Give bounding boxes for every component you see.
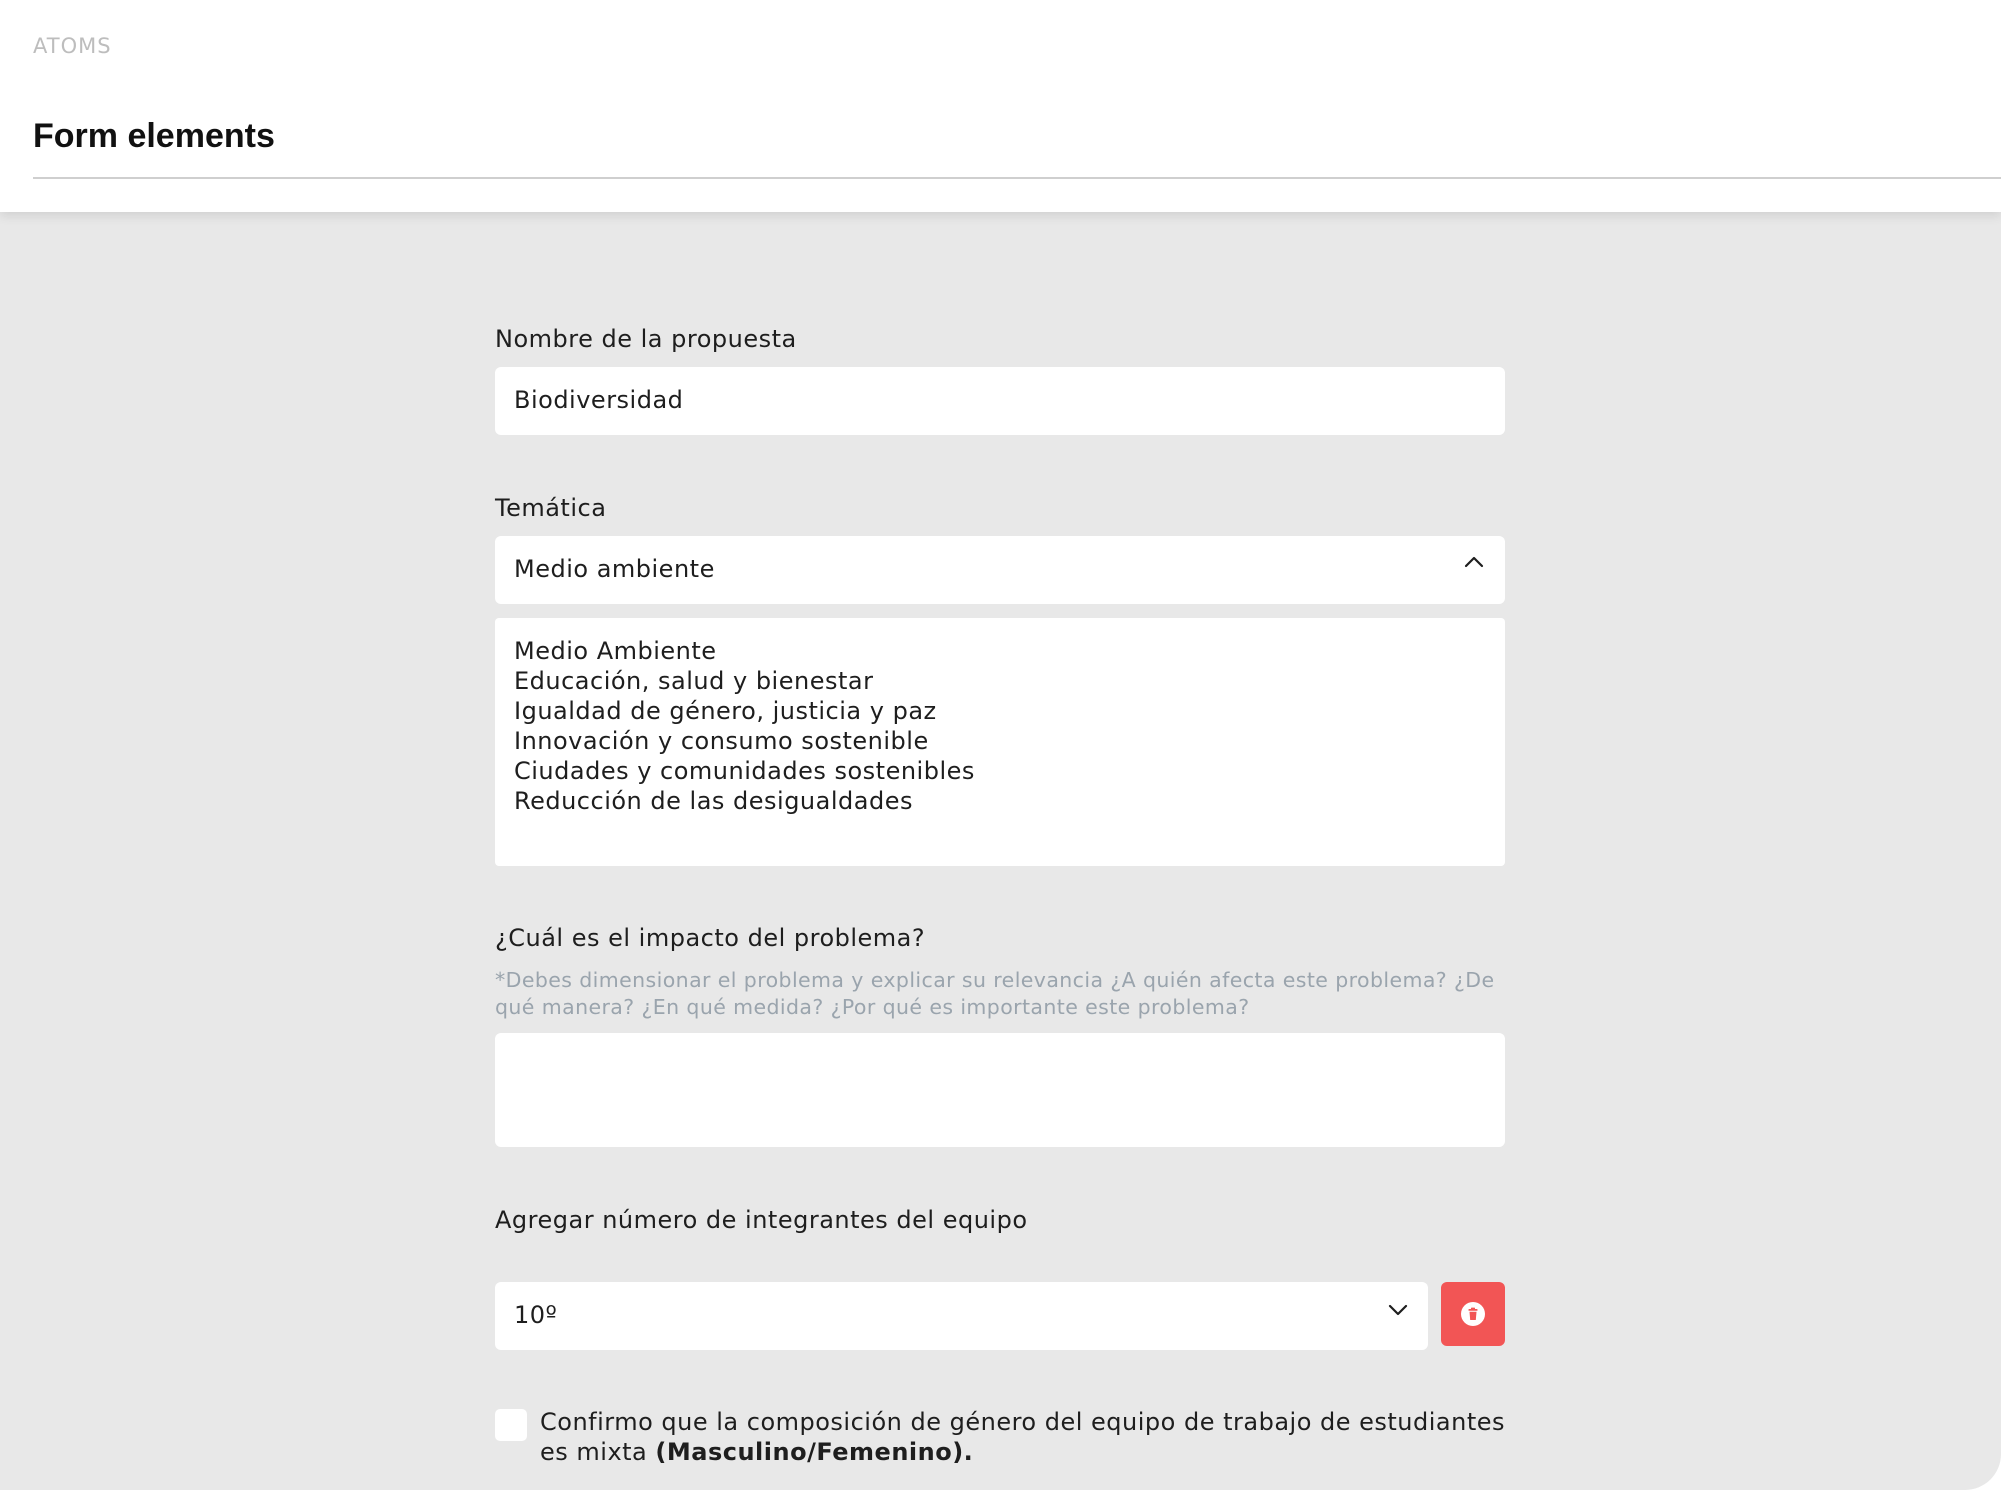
theme-option[interactable]: Ciudades y comunidades sostenibles	[514, 757, 975, 785]
gender-confirm-emphasis: (Masculino/Femenino).	[655, 1438, 974, 1466]
theme-option[interactable]: Innovación y consumo sostenible	[514, 727, 929, 755]
theme-options-list	[495, 618, 1505, 866]
theme-option[interactable]: Reducción de las desigualdades	[514, 787, 913, 815]
chevron-down-icon[interactable]	[1385, 1296, 1411, 1322]
chevron-up-icon[interactable]	[1461, 550, 1487, 576]
theme-select[interactable]	[495, 536, 1505, 604]
proposal-name-value: Biodiversidad	[514, 386, 684, 414]
theme-option[interactable]: Educación, salud y bienestar	[514, 667, 874, 695]
delete-team-member-button[interactable]	[1441, 1282, 1505, 1346]
impact-textarea[interactable]	[495, 1033, 1505, 1147]
proposal-name-input[interactable]	[495, 367, 1505, 435]
page-header	[0, 0, 2001, 212]
form-canvas	[0, 212, 2001, 1490]
team-size-select[interactable]	[495, 1282, 1428, 1350]
impact-label: ¿Cuál es el impacto del problema?	[495, 924, 926, 952]
team-size-label: Agregar número de integrantes del equipo	[495, 1206, 1028, 1234]
theme-label: Temática	[495, 494, 607, 522]
section-eyebrow: ATOMS	[33, 34, 112, 58]
theme-selected-value: Medio ambiente	[514, 555, 715, 583]
page-title: Form elements	[33, 117, 275, 155]
gender-confirm-text: Confirmo que la composición de género del equipo de trabajo de estudiantes es mixta	[540, 1408, 1506, 1466]
header-divider	[33, 177, 2001, 179]
theme-option[interactable]: Medio Ambiente	[514, 637, 717, 665]
team-size-value: 10º	[514, 1301, 558, 1329]
gender-confirm-checkbox[interactable]	[495, 1409, 527, 1441]
gender-confirm-label	[540, 1407, 1520, 1467]
trash-icon	[1460, 1301, 1486, 1327]
theme-option[interactable]: Igualdad de género, justicia y paz	[514, 697, 937, 725]
proposal-name-label: Nombre de la propuesta	[495, 325, 797, 353]
impact-hint: *Debes dimensionar el problema y explicar su relevancia ¿A quién afecta este problema? ¿De qué manera? ¿En qué medida? ¿Por qué es importante este problema?	[495, 968, 1495, 1019]
